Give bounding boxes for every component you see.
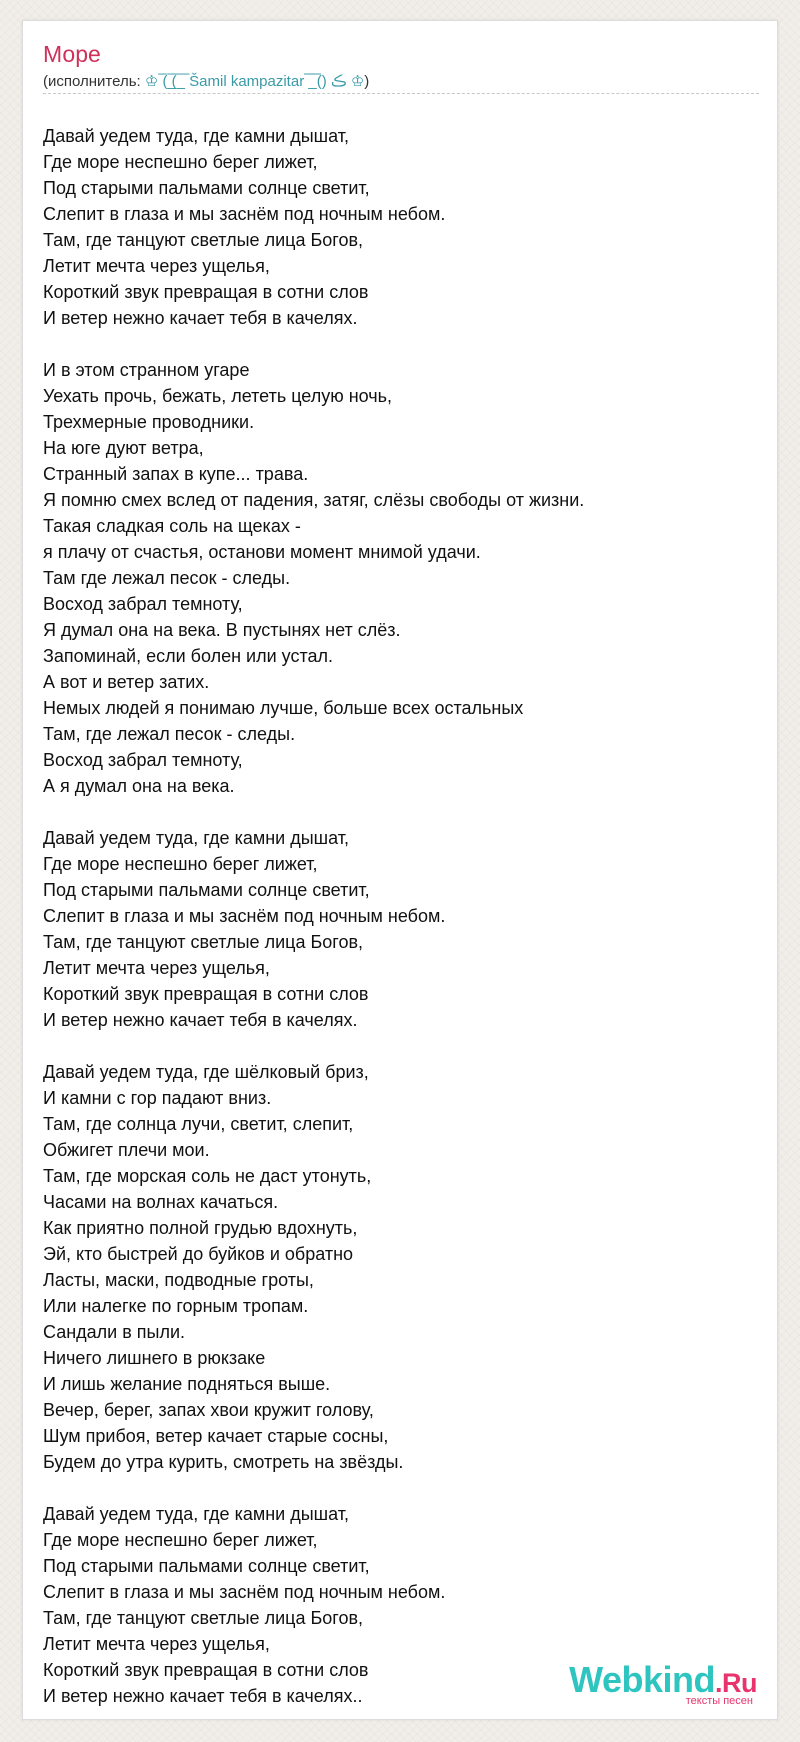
performer-suffix: ) [364,73,370,90]
lyric-line: Слепит в глаза и мы заснём под ночным небом. [43,906,446,926]
lyric-line: И камни с гор падают вниз. [43,1088,272,1108]
lyric-line: Такая сладкая соль на щеках - [43,516,301,536]
lyric-line: Летит мечта через ущелья, [43,256,270,276]
lyric-line: И ветер нежно качает тебя в качелях. [43,1010,358,1030]
lyric-line: Я думал она на века. В пустынях нет слёз. [43,620,401,640]
lyric-line: Короткий звук превращая в сотни слов [43,1660,369,1680]
lyric-line: Сандали в пыли. [43,1322,186,1342]
lyric-line: Запоминай, если болен или устал. [43,646,333,666]
logo-tagline: тексты песен [685,1695,753,1707]
lyric-line: Давай уедем туда, где камни дышат, [43,828,349,848]
lyric-line: я плачу от счастья, останови момент мнимой удачи. [43,542,481,562]
lyric-line: И ветер нежно качает тебя в качелях.. [43,1686,363,1706]
lyric-line: Восход забрал темноту, [43,750,243,770]
lyric-line: Уехать прочь, бежать, лететь целую ночь, [43,386,393,406]
lyric-line: Под старыми пальмами солнце светит, [43,1556,370,1576]
lyric-line: Будем до утра курить, смотреть на звёзды. [43,1452,404,1472]
lyric-line: Короткий звук превращая в сотни слов [43,282,369,302]
lyric-line: Там где лежал песок - следы. [43,568,291,588]
lyric-line: Или налегке по горным тропам. [43,1296,309,1316]
lyric-line: Там, где солнца лучи, светит, слепит, [43,1114,354,1134]
lyrics-text [43,123,759,1709]
lyric-line: Как приятно полной грудью вдохнуть, [43,1218,358,1238]
lyric-line: А вот и ветер затих. [43,672,210,692]
stanza-break [43,799,759,825]
lyric-line: Там, где лежал песок - следы. [43,724,296,744]
lyric-line: И ветер нежно качает тебя в качелях. [43,308,358,328]
lyric-line: Давай уедем туда, где шёлковый бриз, [43,1062,369,1082]
logo-brand: Webkind [569,1659,715,1700]
lyric-line: Где море неспешно берег лижет, [43,854,318,874]
lyric-line: Там, где танцуют светлые лица Богов, [43,230,364,250]
performer-prefix: (исполнитель: [43,73,145,90]
lyric-line: Трехмерные проводники. [43,412,255,432]
title-divider [43,93,759,94]
stanza-break [43,1033,759,1059]
lyric-line: Ласты, маски, подводные гроты, [43,1270,314,1290]
performer-line [43,74,369,89]
lyric-line: Там, где морская соль не даст утонуть, [43,1166,372,1186]
artist-link[interactable]: ♔ ̅( ̲̅(̅_̅ Šamil kampazitar ̅ ̲̅ ̅() ڪ ♔ [144,73,365,90]
lyric-line: На юге дуют ветра, [43,438,204,458]
lyric-line: Шум прибоя, ветер качает старые сосны, [43,1426,389,1446]
lyric-line: Немых людей я понимаю лучше, больше всех остальных [43,698,524,718]
lyric-line: Давай уедем туда, где камни дышат, [43,1504,349,1524]
lyric-line: Там, где танцуют светлые лица Богов, [43,932,364,952]
lyric-line: Слепит в глаза и мы заснём под ночным небом. [43,204,446,224]
lyric-line: Странный запах в купе... трава. [43,464,309,484]
lyric-line: Вечер, берег, запах хвои кружит голову, [43,1400,374,1420]
lyric-line: И лишь желание подняться выше. [43,1374,331,1394]
lyric-line: Под старыми пальмами солнце светит, [43,880,370,900]
lyric-line: Восход забрал темноту, [43,594,243,614]
lyric-line: Где море неспешно берег лижет, [43,152,318,172]
webkind-logo [569,1659,757,1707]
stanza-break [43,1475,759,1501]
lyric-line: Где море неспешно берег лижет, [43,1530,318,1550]
lyric-line: А я думал она на века. [43,776,235,796]
lyrics-card [22,20,778,1720]
lyric-line: Под старыми пальмами солнце светит, [43,178,370,198]
lyric-line: Часами на волнах качаться. [43,1192,279,1212]
lyric-line: Я помню смех вслед от падения, затяг, слёзы свободы от жизни. [43,490,585,510]
stanza-break [43,331,759,357]
lyric-line: Эй, кто быстрей до буйков и обратно [43,1244,354,1264]
lyric-line: Обжигет плечи мои. [43,1140,210,1160]
lyric-line: Давай уедем туда, где камни дышат, [43,126,349,146]
logo-tld: .Ru [715,1668,757,1698]
lyric-line: Там, где танцуют светлые лица Богов, [43,1608,364,1628]
lyric-line: Летит мечта через ущелья, [43,958,270,978]
lyric-line: И в этом странном угаре [43,360,250,380]
lyric-line: Ничего лишнего в рюкзаке [43,1348,266,1368]
lyric-line: Короткий звук превращая в сотни слов [43,984,369,1004]
song-title: Море [43,41,101,67]
lyric-line: Слепит в глаза и мы заснём под ночным небом. [43,1582,446,1602]
lyric-line: Летит мечта через ущелья, [43,1634,270,1654]
